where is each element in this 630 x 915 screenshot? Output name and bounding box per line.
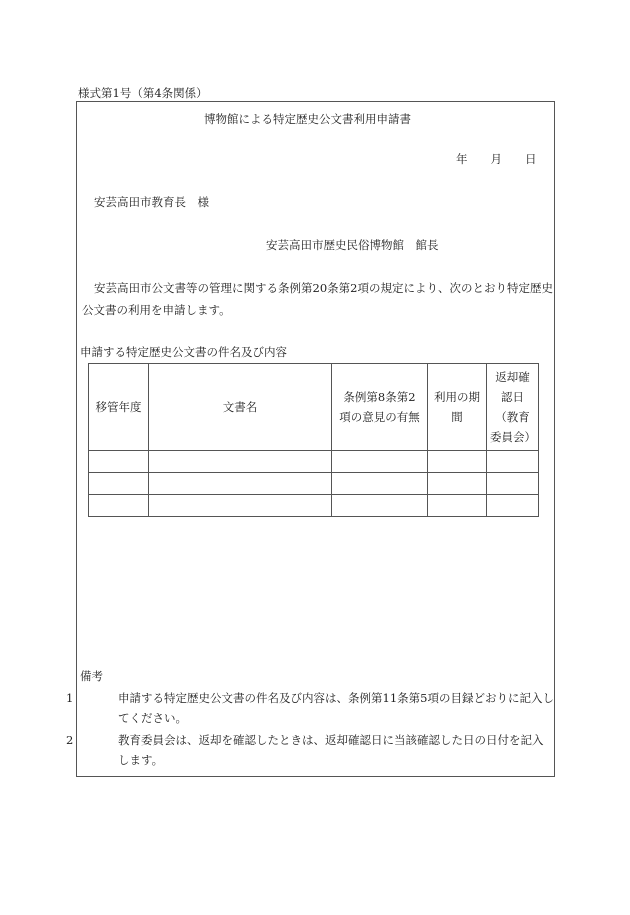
table-cell[interactable]	[487, 473, 539, 495]
remarks-heading: 備考	[80, 669, 103, 683]
table-row	[89, 473, 539, 495]
table-cell[interactable]	[89, 495, 149, 517]
documents-table	[88, 363, 539, 517]
form-number: 様式第1号（第4条関係）	[78, 86, 208, 100]
header-usage-period: 利用の期間	[428, 364, 487, 451]
table-cell[interactable]	[487, 495, 539, 517]
remark-text: 申請する特定歴史公文書の件名及び内容は、条例第11条第5項の目録どおりに記入してください。	[118, 691, 554, 725]
header-transfer-year: 移管年度	[89, 364, 149, 451]
header-document-name: 文書名	[149, 364, 332, 451]
table-row	[89, 451, 539, 473]
remark-text: 教育委員会は、返却を確認したときは、返却確認日に当該確認した日の日付を記入します。	[118, 733, 544, 767]
table-cell[interactable]	[428, 495, 487, 517]
table-cell[interactable]	[149, 451, 332, 473]
header-return-date: 返却確認日（教育委員会）	[487, 364, 539, 451]
table-header-row	[89, 364, 539, 451]
table-cell[interactable]	[332, 495, 428, 517]
table-cell[interactable]	[89, 451, 149, 473]
date-field: 年 月 日	[456, 152, 537, 166]
table-cell[interactable]	[428, 473, 487, 495]
remark-item	[66, 688, 554, 728]
form-title: 博物館による特定歴史公文書利用申請書	[204, 112, 411, 126]
table-cell[interactable]	[149, 495, 332, 517]
table-cell[interactable]	[332, 473, 428, 495]
remark-item	[66, 730, 554, 770]
table-caption: 申請する特定歴史公文書の件名及び内容	[80, 345, 287, 359]
table-cell[interactable]	[149, 473, 332, 495]
remark-number: 2	[66, 733, 74, 747]
table-row	[89, 495, 539, 517]
table-cell[interactable]	[332, 451, 428, 473]
table-cell[interactable]	[89, 473, 149, 495]
sender: 安芸高田市歴史民俗博物館 館長	[266, 238, 439, 252]
table-cell[interactable]	[428, 451, 487, 473]
table-cell[interactable]	[487, 451, 539, 473]
body-text: 安芸高田市公文書等の管理に関する条例第20条第2項の規定により、次のとおり特定歴史公文書の利用を申請します。	[82, 281, 553, 317]
addressee: 安芸高田市教育長 様	[94, 195, 209, 209]
remark-number: 1	[66, 691, 74, 705]
header-opinion: 条例第8条第2項の意見の有無	[332, 364, 428, 451]
